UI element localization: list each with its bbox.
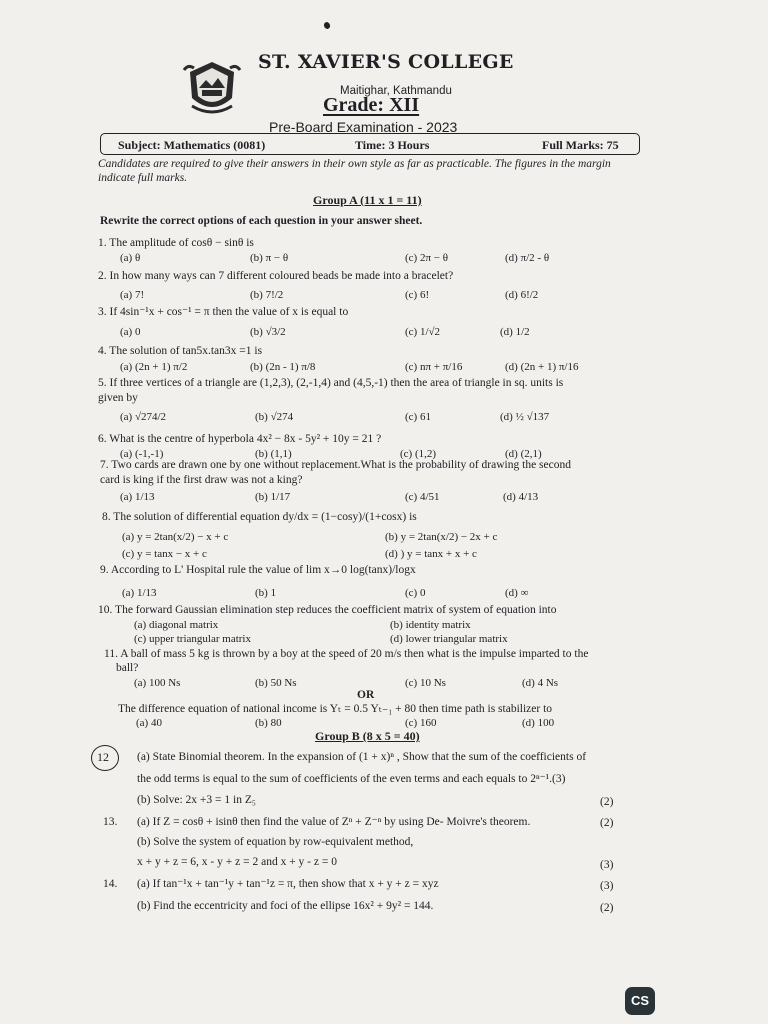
q7-option-c: (c) 4/51 bbox=[405, 491, 440, 503]
question-5-cont: given by bbox=[98, 392, 138, 404]
question-7: 7. Two cards are drawn one by one without replacement.What is the probability of drawing the second bbox=[100, 459, 571, 471]
q1-option-b: (b) π − θ bbox=[250, 252, 289, 264]
camscanner-badge: CS bbox=[625, 987, 655, 1015]
q2-option-c: (c) 6! bbox=[405, 289, 430, 301]
q1-option-d: (d) π/2 - θ bbox=[505, 252, 550, 264]
q4-option-d: (d) (2n + 1) π/16 bbox=[505, 361, 579, 373]
question-5: 5. If three vertices of a triangle are (1,2,3), (2,-1,4) and (4,5,-1) then the area of triangle in sq. units is bbox=[98, 377, 564, 389]
q10-option-b: (b) identity matrix bbox=[390, 619, 471, 631]
q3-option-d: (d) 1/2 bbox=[500, 326, 530, 338]
q14-a-marks: (3) bbox=[600, 880, 614, 892]
q11alt-option-a: (a) 40 bbox=[136, 717, 162, 729]
q6-option-b: (b) (1,1) bbox=[255, 448, 292, 460]
or-separator: OR bbox=[357, 689, 375, 701]
time-label: Time: 3 Hours bbox=[355, 138, 430, 152]
question-7-cont: card is king if the first draw was not a king? bbox=[100, 474, 303, 486]
q7-option-d: (d) 4/13 bbox=[503, 491, 539, 503]
q4-option-c: (c) nπ + π/16 bbox=[405, 361, 463, 373]
question-3: 3. If 4sin⁻¹x + cos⁻¹ = π then the value of x is equal to bbox=[98, 306, 349, 318]
question-4: 4. The solution of tan5x.tan3x =1 is bbox=[98, 345, 263, 357]
q13-part-a: (a) If Z = cosθ + isinθ then find the value of Zⁿ + Z⁻ⁿ by using De- Moivre's theorem. bbox=[137, 816, 531, 828]
q11alt-option-b: (b) 80 bbox=[255, 717, 282, 729]
q13-number: 13. bbox=[103, 816, 118, 828]
q5-option-d: (d) ½ √137 bbox=[500, 411, 550, 423]
full-marks-label: Full Marks: 75 bbox=[542, 138, 619, 152]
question-10: 10. The forward Gaussian elimination step reduces the coefficient matrix of system of equation into bbox=[98, 604, 557, 616]
question-9: 9. According to L' Hospital rule the value of lim x→0 log(tanx)/logx bbox=[100, 564, 416, 576]
q2-option-a: (a) 7! bbox=[120, 289, 145, 301]
q8-option-b: (b) y = 2tan(x/2) − 2x + c bbox=[385, 531, 498, 543]
q1-option-a: (a) θ bbox=[120, 252, 141, 264]
q8-option-d: (d) ) y = tanx + x + c bbox=[385, 548, 477, 560]
q2-option-b: (b) 7!/2 bbox=[250, 289, 284, 301]
q13-b-marks: (3) bbox=[600, 859, 614, 871]
q13-part-b: (b) Solve the system of equation by row-equivalent method, bbox=[137, 836, 414, 848]
q2-option-d: (d) 6!/2 bbox=[505, 289, 539, 301]
q6-option-a: (a) (-1,-1) bbox=[120, 448, 164, 460]
college-name: ST. XAVIER'S COLLEGE bbox=[258, 51, 514, 73]
q12-part-b: (b) Solve: 2x +3 = 1 in Z₅ bbox=[137, 794, 256, 806]
q5-option-b: (b) √274 bbox=[255, 411, 294, 423]
group-b-title: Group B (8 x 5 = 40) bbox=[315, 729, 420, 743]
q8-option-a: (a) y = 2tan(x/2) − x + c bbox=[122, 531, 229, 543]
q3-option-a: (a) 0 bbox=[120, 326, 141, 338]
q10-option-c: (c) upper triangular matrix bbox=[134, 633, 251, 645]
q14-number: 14. bbox=[103, 878, 118, 890]
q7-option-a: (a) 1/13 bbox=[120, 491, 155, 503]
q5-option-a: (a) √274/2 bbox=[120, 411, 167, 423]
question-2: 2. In how many ways can 7 different coloured beads be made into a bracelet? bbox=[98, 270, 454, 282]
q7-option-b: (b) 1/17 bbox=[255, 491, 291, 503]
question-11: 11. A ball of mass 5 kg is thrown by a boy at the speed of 20 m/s then what is the impulse imparted to the bbox=[104, 648, 589, 660]
q12-b-marks: (2) bbox=[600, 796, 614, 808]
ink-dot bbox=[323, 21, 331, 30]
question-11-cont: ball? bbox=[116, 662, 139, 674]
grade-title: Grade: XII bbox=[323, 94, 420, 116]
q11-option-c: (c) 10 Ns bbox=[405, 677, 446, 689]
q14-b-marks: (2) bbox=[600, 902, 614, 914]
exam-title: Pre-Board Examination - 2023 bbox=[269, 119, 458, 135]
q14-part-a: (a) If tan⁻¹x + tan⁻¹y + tan⁻¹z = π, then show that x + y + z = xyz bbox=[137, 878, 439, 890]
q9-option-b: (b) 1 bbox=[255, 587, 277, 599]
q9-option-a: (a) 1/13 bbox=[122, 587, 157, 599]
instructions: Candidates are required to give their answers in their own style as far as practicable. The figures in the margin indicate full marks. bbox=[98, 158, 611, 184]
question-8: 8. The solution of differential equation dy/dx = (1−cosy)/(1+cosx) is bbox=[102, 511, 417, 523]
question-1: 1. The amplitude of cosθ − sinθ is bbox=[98, 237, 254, 249]
q11alt-option-d: (d) 100 bbox=[522, 717, 555, 729]
q12-part-a: (a) State Binomial theorem. In the expansion of (1 + x)ⁿ , Show that the sum of the coefficients of bbox=[137, 751, 587, 763]
q11-option-b: (b) 50 Ns bbox=[255, 677, 297, 689]
q4-option-b: (b) (2n - 1) π/8 bbox=[250, 361, 316, 373]
college-crest-logo bbox=[182, 58, 242, 118]
q12-part-a-cont: the odd terms is equal to the sum of coefficients of the even terms and each equals to 2ⁿ⁻¹.(3) bbox=[137, 773, 566, 785]
q10-option-a: (a) diagonal matrix bbox=[134, 619, 219, 631]
college-location: Maitighar, Kathmandu bbox=[340, 85, 452, 97]
q11-option-a: (a) 100 Ns bbox=[134, 677, 181, 689]
q5-option-c: (c) 61 bbox=[405, 411, 431, 423]
q13-a-marks: (2) bbox=[600, 817, 614, 829]
group-a-title: Group A (11 x 1 = 11) bbox=[313, 193, 422, 207]
q9-option-c: (c) 0 bbox=[405, 587, 426, 599]
q13-part-b-equations: x + y + z = 6, x - y + z = 2 and x + y - z = 0 bbox=[137, 856, 337, 868]
q6-option-d: (d) (2,1) bbox=[505, 448, 542, 460]
group-a-directive: Rewrite the correct options of each question in your answer sheet. bbox=[100, 215, 423, 227]
q1-option-c: (c) 2π − θ bbox=[405, 252, 448, 264]
q10-option-d: (d) lower triangular matrix bbox=[390, 633, 508, 645]
q6-option-c: (c) (1,2) bbox=[400, 448, 437, 460]
q14-part-b: (b) Find the eccentricity and foci of the ellipse 16x² + 9y² = 144. bbox=[137, 900, 434, 912]
question-11-alternative: The difference equation of national income is Yₜ = 0.5 Yₜ₋₁ + 80 then time path is stabilizer to bbox=[118, 703, 553, 715]
q3-option-b: (b) √3/2 bbox=[250, 326, 286, 338]
q3-option-c: (c) 1/√2 bbox=[405, 326, 441, 338]
q9-option-d: (d) ∞ bbox=[505, 587, 529, 599]
q4-option-a: (a) (2n + 1) π/2 bbox=[120, 361, 188, 373]
q11alt-option-c: (c) 160 bbox=[405, 717, 437, 729]
subject-label: Subject: Mathematics (0081) bbox=[118, 138, 266, 152]
q8-option-c: (c) y = tanx − x + c bbox=[122, 548, 207, 560]
q12-number: 12 bbox=[97, 750, 109, 764]
q11-option-d: (d) 4 Ns bbox=[522, 677, 559, 689]
question-6: 6. What is the centre of hyperbola 4x² − 8x - 5y² + 10y = 21 ? bbox=[98, 433, 382, 445]
